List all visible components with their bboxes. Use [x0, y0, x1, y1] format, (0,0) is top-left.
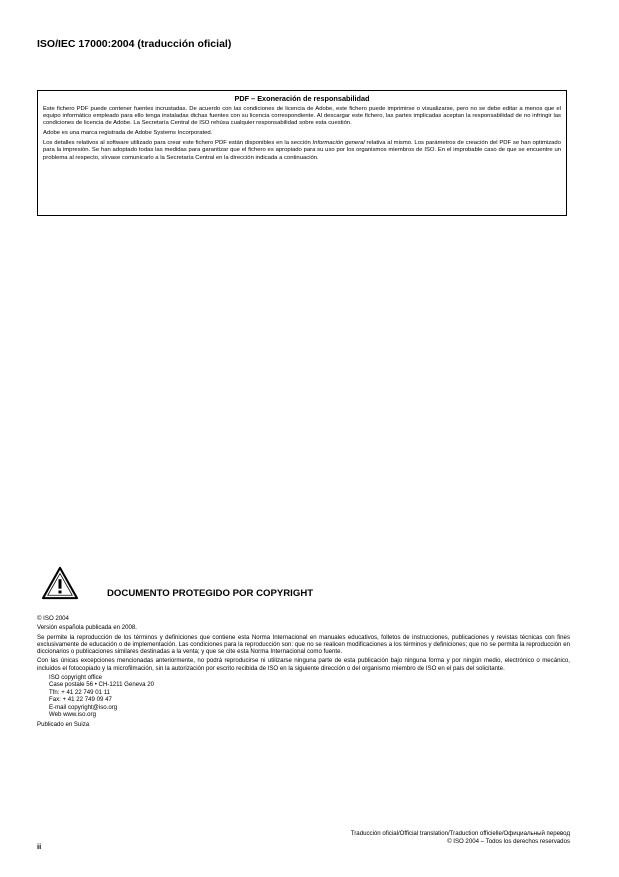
disclaimer-title: PDF – Exoneración de responsabilidad [234, 94, 370, 103]
disclaimer-paragraph-software [43, 140, 561, 161]
address-web: Web www.iso.org [49, 711, 96, 719]
published-in-note: Publicado en Suiza [37, 720, 90, 728]
copyright-heading-block [37, 566, 577, 606]
footer-rights-line: © ISO 2004 – Todos los derechos reservados [447, 838, 570, 846]
disclaimer-paragraph-trademark: Adobe es una marca registrada de Adobe Systems Incorporated. [43, 130, 213, 137]
address-email: E-mail copyright@iso.org [49, 703, 118, 711]
reproduction-permission-paragraph: Se permite la reproducción de los términos y definiciones que contiene esta Norma Internacional en manuales educativos, folletos de instrucciones, publicaciones y revistas técnicas con fines exclusivamente de educación o de implementación. Las condiciones para la reproducción son: que no se realicen modificaciones a los términos y definiciones; que no se permita la reproducción en diccionarios o publicaciones similares destinadas a la venta; y que se cite esta Norma Internacional como fuente. [37, 633, 570, 656]
pdf-disclaimer-box [37, 90, 567, 216]
document-header-title: ISO/IEC 17000:2004 (traducción oficial) [37, 38, 232, 50]
footer-translation-line: Traducción oficial/Official translation/Traduction officielle/Официальный перевод [350, 830, 570, 837]
footer-notice [351, 830, 570, 846]
software-text-end: relativa al mismo. Los parámetros de creación del PDF se han optimizado para la impresión. Se han adoptado todas las medidas para garantizar que el fichero es apropiado para su uso por los organismos miembros de ISO. En el improbable caso de que se encuentre un problema al respecto, sírvase comunicarlo a la Secretaría Central en la dirección indicada a continuación. [43, 140, 561, 161]
disclaimer-paragraph-fonts: Este fichero PDF puede contener fuentes incrustadas. De acuerdo con las condiciones de licencia de Adobe, este fichero puede imprimirse o visualizarse, pero no se debe editar a menos que el equipo informático empleado para ello tenga instaladas dichas fuentes con su licencia correspondiente. Al descargar este fichero, las partes implicadas aceptan la responsabilidad de no infringir las condiciones de licencia de Adobe. La Secretaría Central de ISO rehúsa cualquier responsabilidad sobre esta cuestión. [43, 106, 561, 127]
iso-address-block [49, 674, 570, 718]
general-info-emphasis: Información general [312, 140, 365, 147]
copyright-body [37, 615, 570, 730]
page-number: ii [37, 842, 42, 851]
copyright-notice: © ISO 2004 [37, 615, 69, 622]
address-line: ISO copyright office [49, 674, 103, 682]
address-phone: Tfn: + 41 22 749 01 11 [49, 688, 111, 696]
reproduction-restriction-paragraph: Con las únicas excepciones mencionadas anteriormente, no podrá reproducirse ni utilizarse ninguna parte de esta publicación bajo ninguna forma y por ningún medio, electrónico o mecánico, incluidos el fotocopiado y la microfilmación, sin la autorización por escrito recibida de ISO en la siguiente dirección o del organismo miembro de ISO en el país del solicitante. [37, 657, 570, 672]
address-line: Case postale 56 • CH-1211 Geneva 20 [49, 681, 155, 689]
warning-triangle-icon [41, 566, 79, 600]
software-text-start: Los detalles relativos al software utilizado para crear este fichero PDF están disponibles en la sección [43, 140, 313, 147]
address-fax: Fax: + 41 22 749 09 47 [49, 696, 112, 704]
copyright-title: DOCUMENTO PROTEGIDO POR COPYRIGHT [107, 588, 314, 599]
spanish-version-note: Versión española publicada en 2008. [37, 624, 137, 632]
